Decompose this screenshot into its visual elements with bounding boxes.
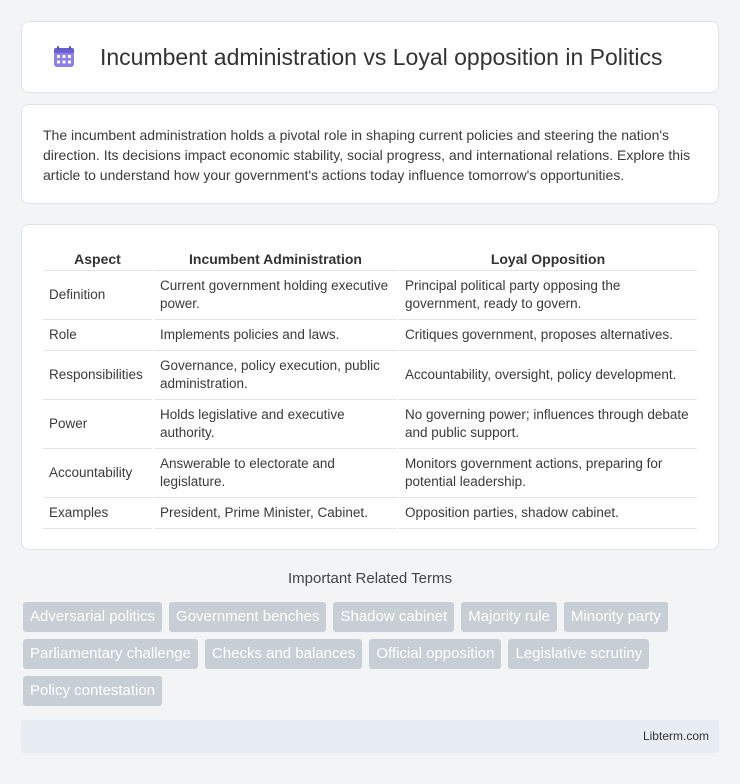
table-header-row: [43, 245, 697, 271]
related-term-tag[interactable]: Shadow cabinet: [333, 602, 454, 632]
table-row: [43, 271, 697, 320]
header-aspect: Aspect: [43, 245, 152, 271]
page-title: Incumbent administration vs Loyal opposition in Politics: [100, 43, 663, 70]
table-row: [43, 400, 697, 449]
comparison-table-card: [21, 224, 719, 550]
intro-paragraph: The incumbent administration holds a pivotal role in shaping current policies and steering the nation's direction. Its decisions impact economic stability, social progress, and international relations. Explore this article to understand how your government's actions today influence tomorrow's opportunities.: [43, 127, 691, 183]
related-term-tag[interactable]: Majority rule: [461, 602, 557, 632]
calendar-grid-icon: [52, 45, 76, 69]
header-incumbent: Incumbent Administration: [154, 245, 397, 271]
related-term-tag[interactable]: Legislative scrutiny: [508, 639, 649, 669]
cell-aspect: Examples: [43, 498, 152, 529]
cell-aspect: Role: [43, 320, 152, 351]
cell-aspect: Responsibilities: [43, 351, 152, 400]
comparison-table: [41, 245, 699, 529]
cell-incumbent: Implements policies and laws.: [154, 320, 397, 351]
related-terms-title: Important Related Terms: [288, 570, 452, 587]
cell-incumbent: President, Prime Minister, Cabinet.: [154, 498, 397, 529]
cell-opposition: Principal political party opposing the government, ready to govern.: [399, 271, 697, 320]
cell-opposition: Monitors government actions, preparing for potential leadership.: [399, 449, 697, 498]
related-term-tag[interactable]: Policy contestation: [23, 676, 162, 706]
cell-opposition: No governing power; influences through debate and public support.: [399, 400, 697, 449]
related-term-tag[interactable]: Adversarial politics: [23, 602, 162, 632]
cell-opposition: Opposition parties, shadow cabinet.: [399, 498, 697, 529]
cell-opposition: Accountability, oversight, policy development.: [399, 351, 697, 400]
header-opposition: Loyal Opposition: [399, 245, 697, 271]
related-term-tag[interactable]: Minority party: [564, 602, 668, 632]
related-term-tag[interactable]: Checks and balances: [205, 639, 362, 669]
footer: [21, 720, 719, 753]
cell-incumbent: Holds legislative and executive authority.: [154, 400, 397, 449]
table-row: [43, 498, 697, 529]
cell-aspect: Power: [43, 400, 152, 449]
footer-site-link[interactable]: Libterm.com: [642, 729, 709, 743]
cell-incumbent: Answerable to electorate and legislature.: [154, 449, 397, 498]
cell-incumbent: Current government holding executive power.: [154, 271, 397, 320]
header-card: [21, 21, 719, 93]
related-term-tag[interactable]: Official opposition: [369, 639, 501, 669]
table-row: [43, 449, 697, 498]
cell-aspect: Accountability: [43, 449, 152, 498]
cell-incumbent: Governance, policy execution, public administration.: [154, 351, 397, 400]
related-term-tag[interactable]: Parliamentary challenge: [23, 639, 198, 669]
cell-opposition: Critiques government, proposes alternatives.: [399, 320, 697, 351]
cell-aspect: Definition: [43, 271, 152, 320]
table-row: [43, 351, 697, 400]
intro-card: [21, 104, 719, 204]
related-terms-list: [23, 602, 723, 706]
related-term-tag[interactable]: Government benches: [169, 602, 326, 632]
table-row: [43, 320, 697, 351]
